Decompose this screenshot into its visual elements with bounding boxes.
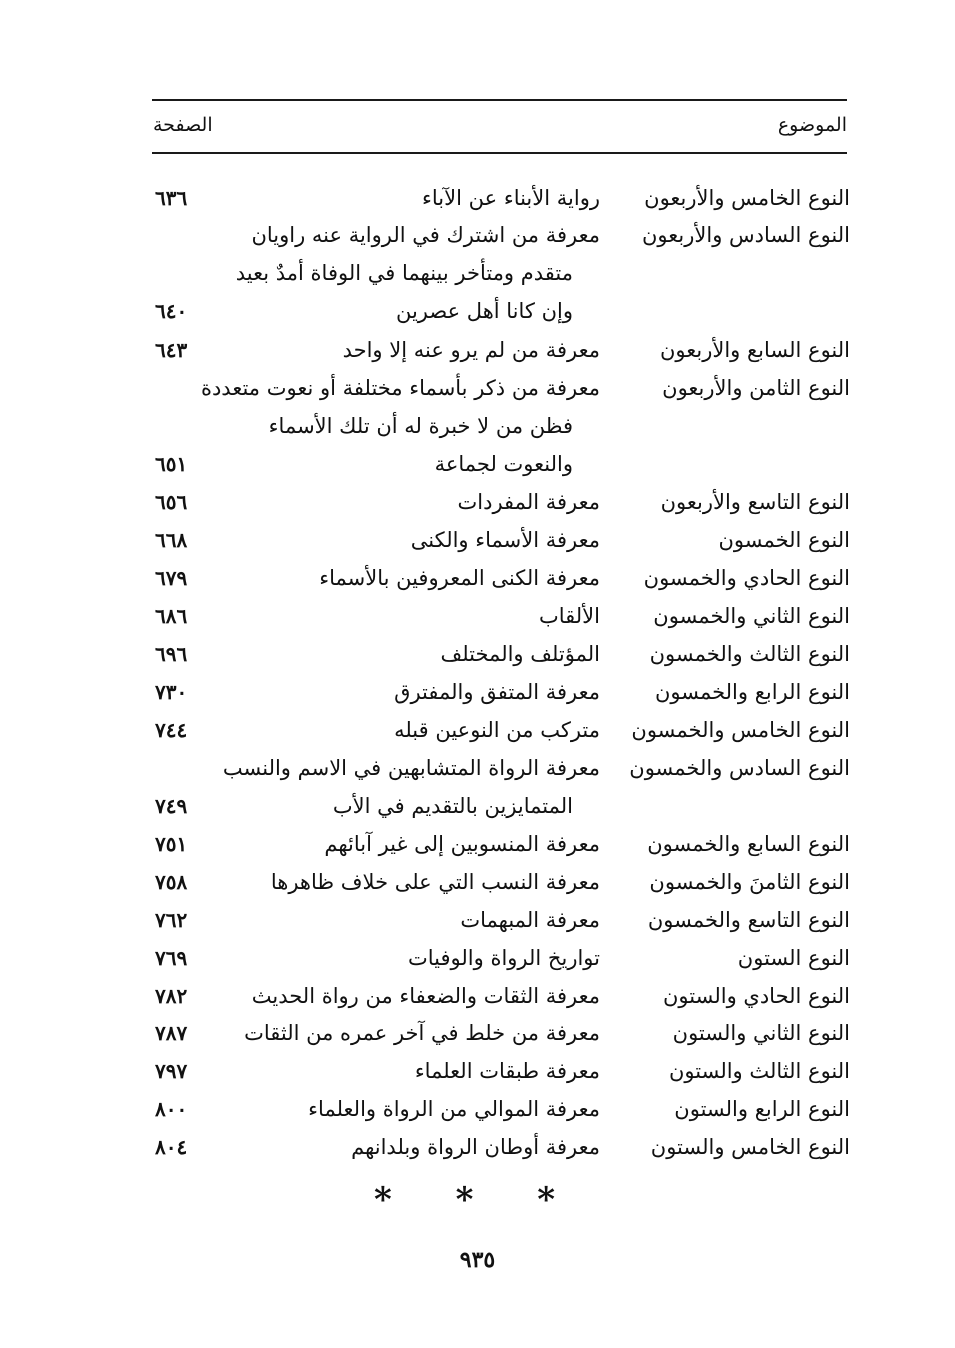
toc-entry [0,179,955,217]
toc-entry [0,825,955,863]
toc-entry [0,331,955,369]
toc-entry [0,1052,955,1090]
toc-entry-title: معرفة المتفق والمفترق [394,680,600,704]
toc-entry-title: معرفة الثقات والضعفاء من رواة الحديث [251,984,600,1008]
toc-entry-page-number: ٨٠٤ [155,1135,188,1159]
toc-entry-type: النوع الحادي والخمسون [643,566,850,590]
toc-entry [0,939,955,977]
toc-entry-type: النوع الستون [737,946,850,970]
toc-entry-page-number: ٧٤٤ [155,718,188,742]
toc-entry-page-number: ٦٦٨ [155,528,188,552]
toc-entry-title: فظن من لا خبرة له أن تلك الأسماء [268,414,573,438]
toc-entry [0,977,955,1015]
toc-entry-title: معرفة من ذكر بأسماء مختلفة أو نعوت متعددة [200,376,600,400]
toc-entry [0,254,955,292]
toc-entry [0,445,955,483]
toc-entry-title: تواريخ الرواة والوفيات [408,946,600,970]
toc-entry-title: والنعوت لجماعة [434,452,573,476]
toc-entry-title: متقدم ومتأخر بينهما في الوفاة أمدٌ بعيد [235,261,573,285]
toc-entry-title: معرفة الكنى المعروفين بالأسماء [319,566,600,590]
toc-entry-page-number: ٦٥١ [155,452,188,476]
toc-entry-page-number: ٦٩٦ [155,642,188,666]
column-header-topic: الموضوع [777,114,847,136]
toc-entry [0,521,955,559]
toc-entry-title: معرفة النسب التي على خلاف ظاهرها [270,870,600,894]
toc-entry-title: متركب من النوعين قبله [394,718,600,742]
toc-entry [0,483,955,521]
toc-entry-title: معرفة المفردات [457,490,600,514]
toc-entry-title: معرفة من اشترك في الرواية عنه راويان [251,223,600,247]
toc-entry-type: النوع السابع والأربعون [659,338,850,362]
toc-entry [0,216,955,254]
toc-entry [0,369,955,407]
toc-entry-title: معرفة من لم يرو عنه إلا واحد [342,338,600,362]
toc-entry-type: النوع التاسع والخمسون [647,908,850,932]
toc-entry-page-number: ٨٠٠ [155,1097,188,1121]
toc-entry-page-number: ٧٥١ [155,832,188,856]
toc-entry-page-number: ٧٨٢ [155,984,188,1008]
toc-entry-page-number: ٦٧٩ [155,566,188,590]
toc-entry [0,673,955,711]
toc-entry-title: معرفة الرواة المتشابهين في الاسم والنسب [222,756,600,780]
toc-entry [0,863,955,901]
toc-entry-title: معرفة من خلط في آخر عمره من الثقات [244,1021,600,1045]
toc-entry-type: النوع الخامس والأربعون [644,186,850,210]
toc-entry-type: النوع الثالث والستون [668,1059,850,1083]
toc-entry-title: معرفة طبقات العلماء [414,1059,600,1083]
toc-entry-type: النوع الثامن والأربعون [662,376,850,400]
toc-entry [0,1128,955,1166]
toc-entry [0,635,955,673]
toc-entry-page-number: ٧٩٧ [155,1059,188,1083]
toc-entry-title: المؤتلف والمختلف [440,642,600,666]
toc-entry [0,901,955,939]
toc-entry-page-number: ٦٤٠ [155,299,188,323]
toc-entry-title: معرفة المبهمات [460,908,600,932]
toc-entry-page-number: ٧٤٩ [155,794,188,818]
toc-entry [0,787,955,825]
toc-entry-type: النوع السادس والأربعون [642,223,850,247]
toc-entry-type: النوع الثاني والستون [672,1021,850,1045]
toc-entry-type: النوع الخمسون [718,528,850,552]
toc-entry-title: معرفة الموالي من الرواة والعلماء [308,1097,600,1121]
page-number: ٩٣٥ [459,1247,496,1273]
toc-entry-type: النوع الخامس والخمسون [631,718,850,742]
toc-entry-page-number: ٧٦٩ [155,946,188,970]
toc-entry-page-number: ٧٣٠ [155,680,188,704]
toc-entry-page-number: ٧٥٨ [155,870,188,894]
toc-entry [0,711,955,749]
toc-entry-page-number: ٦٥٦ [155,490,188,514]
toc-entry-title: معرفة المنسوبين إلى غير آبائهم [324,832,600,856]
toc-entry-type: النوع الثالث والخمسون [649,642,850,666]
toc-entry [0,292,955,330]
toc-entry-type: النوع الحادي والستون [663,984,850,1008]
toc-entry [0,597,955,635]
column-header-page: الصفحة [153,114,213,136]
toc-entry-title: الألقاب [538,604,600,628]
toc-entry-title: وإن كانا أهل عصرين [395,299,573,323]
toc-entry-page-number: ٧٨٧ [155,1021,188,1045]
toc-entry-type: النوع السادس والخمسون [629,756,850,780]
toc-entry-page-number: ٦٤٣ [155,338,188,362]
toc-entry-page-number: ٧٦٢ [155,908,188,932]
toc-entry [0,749,955,787]
toc-entry [0,559,955,597]
toc-entry [0,1090,955,1128]
toc-entry-type: النوع الثاني والخمسون [653,604,850,628]
toc-entry [0,407,955,445]
section-separator: * * * [373,1180,581,1220]
toc-entry-title: معرفة أوطان الرواة وبلدانهم [351,1135,600,1159]
toc-entry [0,1014,955,1052]
toc-entry-page-number: ٦٣٦ [155,186,188,210]
toc-entry-type: النوع التاسع والأربعون [660,490,850,514]
toc-entry-type: النوع الرابع والخمسون [654,680,850,704]
toc-entry-type: النوع السابع والخمسون [647,832,850,856]
toc-entry-type: النوع الثامنَ والخمسون [649,870,850,894]
toc-entry-title: المتمايزين بالتقديم في الأب [332,794,573,818]
toc-entry-title: معرفة الأسماء والكنى [410,528,600,552]
toc-entry-type: النوع الرابع والستون [674,1097,850,1121]
toc-entry-title: رواية الأبناء عن الآباء [422,186,600,210]
toc-entry-type: النوع الخامس والستون [650,1135,850,1159]
toc-entry-page-number: ٦٨٦ [155,604,188,628]
